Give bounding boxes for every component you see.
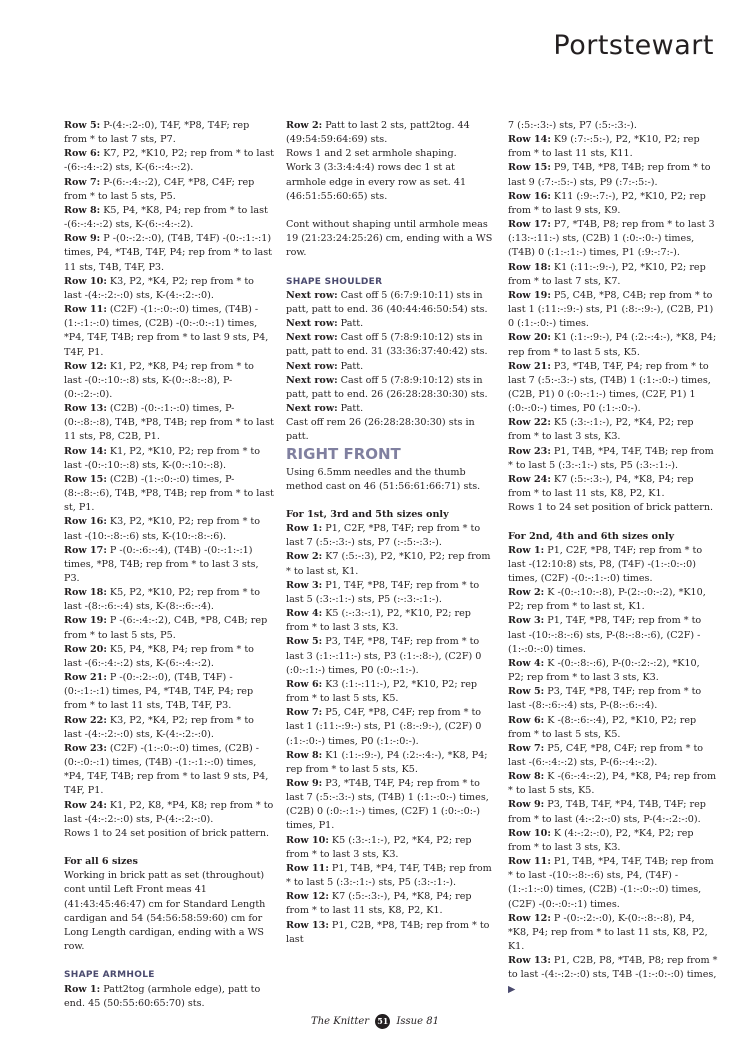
row-label: Row 4: — [508, 657, 545, 669]
row-instruction: P1, C2B, *P8, T4B; rep from * to last — [286, 919, 490, 945]
pattern-line — [64, 303, 274, 360]
row-instruction: P7, *T4B, P8; rep from * to last 3 (:13:-:11:-) sts, (C2B) 1 (:0:-:0:-) times, (T4B) 0 (:1:-:1:-) times, P1 (:9:-:7:-). — [508, 219, 715, 259]
row-label: Row 16: — [64, 516, 107, 528]
section-heading: SHAPE ARMHOLE — [64, 970, 155, 981]
pattern-line — [64, 983, 274, 1011]
row-instruction: K -(0:-:10:-:8), P-(2:-:0:-:2), *K10, P2; rep from * to last st, K1. — [508, 587, 706, 613]
row-label: Row 10: — [508, 827, 551, 839]
pattern-line — [64, 360, 274, 402]
row-label: Row 13: — [64, 403, 107, 415]
row-label: Row 11: — [64, 304, 107, 316]
row-instruction: K3 (:1:-:11:-), P2, *K10, P2; rep from * to last 5 sts, K5. — [286, 678, 478, 705]
pattern-line — [286, 777, 496, 834]
row-instruction: K1 (:1:-:9:-), P4 (:2:-:4:-), *K8, P4; rep from * to last 5 sts, K5. — [508, 332, 717, 358]
row-label: Row 6: — [508, 714, 545, 726]
row-instruction: K3, P2, *K10, P2; rep from * to last -(10:-:8:-:6) sts, K-(10:-:8:-:6). — [64, 516, 261, 542]
row-label: Row 15: — [508, 162, 551, 174]
pattern-line — [64, 742, 274, 799]
row-label: Row 16: — [508, 190, 551, 202]
pattern-line — [286, 749, 496, 777]
pattern-line — [508, 289, 718, 331]
row-label: Row 20: — [508, 332, 551, 344]
pattern-line — [64, 671, 274, 713]
pattern-line — [286, 508, 496, 522]
pattern-line — [508, 685, 718, 713]
row-instruction: K1 (:11:-:9:-), P2, *K10, P2; rep from * to last 7 sts, K7. — [508, 261, 706, 287]
row-instruction: P -(6:-:4:-:2), C4B, *P8, C4B; rep from * to last 5 sts, P5. — [64, 615, 268, 641]
row-instruction: Patt to last 2 sts, patt2tog. 44 (49:54:59:64:69) sts. — [286, 120, 470, 146]
pattern-line — [64, 714, 274, 742]
pattern-line — [64, 204, 274, 232]
row-label: Row 7: — [64, 176, 101, 188]
row-instruction: K1, P2, *K8, P4; rep from * to last -(0:-:10:-:8) sts, K-(0:-:8:-:8), P-(0:-:2:-:0). — [64, 360, 254, 400]
row-instruction: P5, C4F, *P8, C4F; rep from * to last -(6:-:4:-:2) sts, P-(6:-:4:-:2). — [508, 742, 704, 769]
row-instruction: P -(0:-:6:-:4), (T4B) -(0:-:1:-:1) times, *P8, T4B; rep from * to last 3 sts, P3. — [64, 544, 259, 584]
pattern-line — [286, 402, 496, 416]
row-label: Row 2: — [286, 551, 323, 563]
row-label: Row 4: — [286, 608, 323, 620]
row-label: Row 3: — [286, 579, 323, 591]
row-label: Row 12: — [64, 360, 107, 372]
row-instruction: P3, *T4B, T4F, P4; rep from * to last 7 (:5:-:3:-) sts, (T4B) 1 (:1:-:0:-) times, (C2B, P1) 0 (:0:-:1:-) times, (C2F, P1) 1 (:0:-:0:-) times, P0 (:1:-:0:-). — [508, 360, 711, 415]
pattern-line — [286, 862, 496, 890]
pattern-line — [508, 161, 718, 189]
pattern-line — [286, 890, 496, 918]
pattern-line — [508, 586, 718, 614]
row-label: Row 2: — [508, 587, 545, 599]
pattern-line — [64, 855, 274, 869]
pattern-line — [286, 550, 496, 578]
row-instruction: P -(0:-:2:-:0), (T4B, T4F) -(0:-:1:-:1) times, P4, *T4B, T4F, P4; rep from * to last 11 sts, T4B, T4F, P3. — [64, 233, 273, 273]
row-label: Row 18: — [508, 261, 551, 273]
row-instruction: (C2F) -(1:-:0:-:0) times, (T4B) -(1:-:1:-:0) times, (C2B) -(0:-:0:-:1) times, *P4, T4F, T4B; rep from * to last 9 sts, P4, T4F, P1. — [64, 304, 269, 358]
row-label: Next row: — [286, 318, 338, 330]
pattern-line — [64, 869, 274, 954]
row-label: Row 12: — [286, 891, 329, 903]
row-instruction: Cont without shaping until armhole meas 19 (21:23:24:25:26) cm, ending with a WS row. — [286, 219, 493, 259]
pattern-line — [508, 501, 718, 515]
row-instruction: P-(4:-:2-:0), T4F, *P8, T4F; rep from * to last 7 sts, P7. — [64, 120, 250, 146]
row-label: Row 18: — [64, 587, 107, 599]
pattern-line — [64, 402, 274, 444]
row-instruction: P3, T4F, *P8, T4F; rep from * to last -(8:-:6:-:4) sts, P-(8:-:6:-:4). — [508, 686, 702, 712]
row-label: Row 23: — [508, 445, 551, 457]
row-label: Row 9: — [508, 799, 545, 811]
pattern-line — [286, 317, 496, 331]
row-instruction: Patt. — [337, 360, 364, 372]
row-instruction: K -(8:-:6:-:4), P2, *K10, P2; rep from * to last 5 sts, K5. — [508, 714, 697, 740]
pattern-line — [508, 416, 718, 444]
row-label: For all 6 sizes — [64, 856, 138, 868]
pattern-line — [508, 530, 718, 544]
pattern-line — [508, 742, 718, 770]
row-label: Row 24: — [64, 799, 107, 811]
row-label: Row 22: — [64, 714, 107, 726]
pattern-line — [286, 635, 496, 677]
row-instruction: K5, P2, *K10, P2; rep from * to last -(8:-:6:-:4) sts, K-(8:-:6:-:4). — [64, 587, 261, 613]
row-instruction: P3, T4B, T4F, *P4, T4B, T4F; rep from * to last (4:-:2:-:0) sts, P-(4:-:2:-:0). — [508, 799, 706, 825]
row-label: Row 6: — [64, 148, 101, 160]
row-instruction: P9, T4B, *P8, T4B; rep from * to last 9 (:7:-:5:-) sts, P9 (:7:-:5:-). — [508, 162, 711, 188]
row-label: Row 10: — [286, 834, 329, 846]
pattern-line — [286, 416, 496, 444]
row-label: Row 14: — [508, 134, 551, 146]
pattern-line — [286, 331, 496, 359]
pattern-line — [508, 614, 718, 656]
row-instruction: K7 (:5:-:3), P2, *K10, P2; rep from * to last st, K1. — [286, 551, 491, 577]
pattern-line — [286, 522, 496, 550]
row-label: Row 19: — [64, 615, 107, 627]
magazine-name: The Knitter — [311, 1016, 370, 1027]
pattern-line — [508, 770, 718, 798]
row-label: Row 7: — [508, 742, 545, 754]
row-instruction: K11 (:9:-:7:-), P2, *K10, P2; rep from * to last 9 sts, K9. — [508, 190, 706, 216]
row-label: Next row: — [286, 289, 338, 301]
pattern-line — [508, 544, 718, 586]
row-instruction: P -(0:-:2:-:0), K-(0:-:8:-:8), P4, *K8, P4; rep from * to last 11 sts, K8, P2, K1. — [508, 912, 708, 953]
row-label: Row 8: — [64, 204, 101, 216]
row-label: Row 8: — [286, 749, 323, 761]
row-label: Row 8: — [508, 771, 545, 783]
pattern-line — [286, 706, 496, 748]
row-label: For 1st, 3rd and 5th sizes only — [286, 509, 449, 521]
row-label: Row 20: — [64, 643, 107, 655]
row-label: Row 1: — [64, 983, 101, 995]
row-label: Row 21: — [508, 360, 551, 372]
pattern-line — [286, 579, 496, 607]
row-label: Row 23: — [64, 742, 107, 754]
row-instruction: K7 (:5:-:3:-), P4, *K8, P4; rep from * to last 11 sts, K8, P2, K1. — [508, 473, 694, 500]
row-label: Row 24: — [508, 473, 551, 485]
row-instruction: Patt. — [337, 403, 364, 415]
pattern-line — [286, 161, 496, 203]
row-instruction: Cast off 5 (7:8:9:10:12) sts in patt, patt to end. 31 (33:36:37:40:42) sts. — [286, 332, 488, 358]
pattern-line — [508, 827, 718, 855]
pattern-line — [508, 133, 718, 161]
pattern-line — [508, 798, 718, 826]
row-instruction: K5 (:3:-:1:-), P2, *K4, P2; rep from * to last 3 sts, K3. — [286, 834, 472, 860]
row-instruction: Rows 1 to 24 set position of brick pattern. — [64, 827, 270, 839]
row-instruction: K7 (:5:-:3:-), P4, *K8, P4; rep from * to last 11 sts, K8, P2, K1. — [286, 891, 472, 917]
pattern-line — [64, 544, 274, 586]
paragraph-gap — [64, 841, 274, 855]
pattern-line — [64, 147, 274, 175]
pattern-line — [64, 586, 274, 614]
row-instruction: Working in brick patt as set (throughout) cont until Left Front meas 41 (41:43:45:46:47) cm for Standard Length cardigan and 54 (54:56:58:59:60) cm for Long Length cardigan, ending with a WS row. — [64, 870, 266, 953]
row-instruction: P-(6:-:4:-:2), C4F, *P8, C4F; rep from * to last 5 sts, P5. — [64, 176, 255, 202]
row-label: Row 13: — [286, 919, 329, 931]
row-instruction: P1, T4F, *P8, T4F; rep from * to last -(10:-:8:-:6) sts, P-(8:-:8:-:6), (C2F) -(1:-:0:-:0) times. — [508, 615, 702, 655]
row-label: Row 2: — [286, 120, 323, 131]
row-instruction: Using 6.5mm needles and the thumb method cast on 46 (51:56:61:66:71) sts. — [286, 466, 481, 492]
pattern-line — [508, 190, 718, 218]
row-instruction: (C2F) -(1:-:0:-:0) times, (C2B) -(0:-:0:-:1) times, (T4B) -(1:-:1:-:0) times, *P4, T4F, T4B; rep from * to last 9 sts, P4, T4F, P1. — [64, 742, 269, 797]
row-instruction: Cast off 5 (6:7:9:10:11) sts in patt, patt to end. 36 (40:44:46:50:54) sts. — [286, 289, 488, 315]
row-label: Next row: — [286, 374, 338, 386]
pattern-column-1 — [64, 119, 274, 1011]
pattern-line — [508, 954, 718, 996]
pattern-line — [64, 614, 274, 642]
pattern-line — [286, 834, 496, 862]
row-label: Row 5: — [508, 686, 545, 698]
row-instruction: Cast off rem 26 (26:28:28:30:30) sts in patt. — [286, 417, 475, 443]
row-label: Row 5: — [64, 120, 101, 131]
row-instruction: K -(6:-:4:-:2), P4, *K8, P4; rep from * to last 5 sts, K5. — [508, 771, 717, 797]
row-instruction: P1, C2F, *P8, T4F; rep from * to last 7 (:5:-:3:-) sts, P7 (:-:5:-:3:-). — [286, 523, 481, 549]
pattern-line — [286, 218, 496, 260]
row-label: Row 6: — [286, 678, 323, 690]
pattern-line — [286, 678, 496, 706]
pattern-line — [64, 473, 274, 515]
row-label: Row 17: — [508, 219, 551, 231]
row-instruction: 7 (:5:-:3:-) sts, P7 (:5:-:3:-). — [508, 120, 637, 131]
pattern-line — [64, 643, 274, 671]
row-instruction: Rows 1 to 24 set position of brick pattern. — [508, 502, 714, 514]
row-instruction: Cast off 5 (7:8:9:10:12) sts in patt, patt to end. 26 (26:28:28:30:30) sts. — [286, 374, 488, 400]
pattern-line — [508, 445, 718, 473]
row-label: Next row: — [286, 403, 338, 415]
paragraph-gap — [286, 494, 496, 508]
row-label: Row 12: — [508, 912, 551, 924]
pattern-line — [508, 714, 718, 742]
row-label: Row 5: — [286, 636, 323, 648]
row-instruction: K1 (:1:-:9:-), P4 (:2:-:4:-), *K8, P4; rep from * to last 5 sts, K5. — [286, 749, 488, 775]
row-instruction: K5, P4, *K8, P4; rep from * to last -(6:-:4:-:2) sts, K-(6:-:4:-:2). — [64, 643, 254, 669]
row-instruction: Work 3 (3:3:4:4:4) rows dec 1 st at armhole edge in every row as set. 41 (46:51:55:60:65) sts. — [286, 162, 467, 202]
paragraph-gap — [286, 261, 496, 275]
page-title: Portstewart — [553, 30, 714, 61]
pattern-line — [508, 261, 718, 289]
pattern-line — [508, 119, 718, 133]
row-label: Next row: — [286, 360, 338, 372]
pattern-line — [64, 799, 274, 827]
row-instruction: K1, P2, *K10, P2; rep from * to last -(0:-:10:-:8) sts, K-(0:-:10:-:8). — [64, 445, 261, 471]
row-label: Row 14: — [64, 445, 107, 457]
row-instruction: K3, P2, *K4, P2; rep from * to last -(4:-:2:-:0) sts, K-(4:-:2:-:0). — [64, 275, 254, 301]
row-label: Row 10: — [64, 275, 107, 287]
row-label: Row 1: — [508, 544, 545, 556]
row-label: For 2nd, 4th and 6th sizes only — [508, 530, 675, 542]
pattern-line — [286, 919, 496, 947]
row-instruction: P3, *T4B, T4F, P4; rep from * to last 7 (:5:-:3:-) sts, (T4B) 1 (:1:-:0:-) times, (C2B) 0 (:0:-:1:-) times, (C2F) 1 (:0:-:0:-) times, P1. — [286, 777, 489, 832]
row-instruction: P1, C2F, *P8, T4F; rep from * to last -(12:10:8) sts, P8, (T4F) -(1:-:0:-:0) times, (C2F) -(0:-:1:-:0) times. — [508, 544, 703, 584]
row-label: Row 19: — [508, 289, 551, 301]
row-instruction: K7, P2, *K10, P2; rep from * to last -(6:-:4:-:2) sts, K-(6:-:4:-:2). — [64, 148, 274, 174]
issue-number: Issue 81 — [396, 1016, 439, 1027]
pattern-line — [286, 466, 496, 494]
paragraph-gap — [64, 954, 274, 968]
pattern-line — [508, 331, 718, 359]
paragraph-gap — [508, 515, 718, 529]
pattern-column-2 — [286, 119, 496, 947]
pattern-column-3 — [508, 119, 718, 997]
pattern-line — [508, 218, 718, 260]
row-label: Row 13: — [508, 955, 551, 967]
row-instruction: P1, T4B, *P4, T4F, T4B; rep from * to last -(10:-:8:-:6) sts, P4, (T4F) -(1:-:1:-:0) times, (C2B) -(1:-:0:-:0) times, (C2F) -(0:-:0:-:1) times. — [508, 856, 714, 910]
continue-arrow-icon: ▶ — [508, 983, 516, 995]
row-instruction: K (4:-:2:-:0), P2, *K4, P2; rep from * to last 3 sts, K3. — [508, 827, 694, 853]
row-instruction: P -(0:-:2:-:0), (T4B, T4F) -(0:-:1:-:1) times, P4, *T4B, T4F, P4; rep from * to last 11 sts, T4B, T4F, P3. — [64, 672, 254, 712]
pattern-line — [286, 119, 496, 147]
pattern-line — [508, 360, 718, 417]
row-instruction: P1, T4B, *P4, T4F, T4B; rep from * to last 5 (:3:-:1:-) sts, P5 (:3:-:1:-). — [508, 445, 714, 471]
pattern-line — [286, 360, 496, 374]
row-instruction: K1, P2, K8, *P4, K8; rep from * to last -(4:-:2:-:0) sts, P-(4:-:2:-:0). — [64, 799, 274, 825]
row-instruction: K5, P4, *K8, P4; rep from * to last -(6:-:4:-:2) sts, K-(6:-:4:-:2). — [64, 204, 268, 231]
row-instruction: Rows 1 and 2 set armhole shaping. — [286, 148, 457, 160]
section-heading: SHAPE SHOULDER — [286, 276, 383, 287]
pattern-line — [286, 289, 496, 317]
page-footer — [0, 1014, 750, 1029]
row-label: Row 22: — [508, 417, 551, 429]
row-instruction: K9 (:7:-:5:-), P2, *K10, P2; rep from * to last 11 sts, K11. — [508, 134, 700, 160]
row-label: Row 1: — [286, 523, 323, 535]
row-label: Row 11: — [286, 862, 329, 874]
row-label: Row 11: — [508, 856, 551, 868]
pattern-line — [64, 445, 274, 473]
row-instruction: P1, C2B, P8, *T4B, P8; rep from * to last -(4:-:2:-:0) sts, T4B -(1:-:0:-:0) times, — [508, 955, 718, 981]
pattern-line — [64, 232, 274, 274]
pattern-line — [508, 657, 718, 685]
page-number: 51 — [375, 1014, 390, 1029]
row-instruction: K5 (:3:-:1:-), P2, *K4, P2; rep from * to last 3 sts, K3. — [508, 417, 694, 443]
row-instruction: K3, P2, *K4, P2; rep from * to last -(4:-:2:-:0) sts, K-(4:-:2:-:0). — [64, 714, 254, 740]
pattern-line — [64, 119, 274, 147]
row-instruction: (C2B) -(0:-:1:-:0) times, P-(0:-:8:-:8), T4B, *P8, T4B; rep from * to last 11 sts, P8, C2B, P1. — [64, 403, 274, 443]
row-instruction: K -(0:-:8:-:6), P-(0:-:2:-:2), *K10, P2; rep from * to last 3 sts, K3. — [508, 657, 700, 684]
row-instruction: P5, C4F, *P8, C4F; rep from * to last 1 (:11:-:9:-) sts, P1 (:8:-:9:-), (C2F) 0 (:1:-:0:-) times, P0 (:1:-:0:-). — [286, 707, 482, 747]
row-label: Row 15: — [64, 473, 107, 485]
row-label: Row 7: — [286, 707, 323, 719]
row-label: Next row: — [286, 332, 338, 344]
row-instruction: P1, T4B, *P4, T4F, T4B; rep from * to last 5 (:3:-:1:-) sts, P5 (:3:-:1:-). — [286, 862, 492, 889]
row-label: Row 9: — [64, 233, 101, 245]
pattern-line — [64, 275, 274, 303]
row-label: Row 17: — [64, 544, 107, 556]
row-label: Row 9: — [286, 777, 323, 789]
section-title: RIGHT FRONT — [286, 444, 401, 463]
row-label: Row 21: — [64, 672, 107, 684]
row-instruction: P3, T4F, *P8, T4F; rep from * to last 3 (:1:-:11:-) sts, P3 (:1:-:8:-), (C2F) 0 (:0:-:1:-) times, P0 (:0:-:1:-). — [286, 636, 482, 676]
row-instruction: K5 (:-:3:-:1), P2, *K10, P2; rep from * to last 3 sts, K3. — [286, 608, 471, 634]
pattern-line — [64, 827, 274, 841]
pattern-line — [508, 855, 718, 912]
row-instruction: P1, T4F, *P8, T4F; rep from * to last 5 (:3:-:1:-) sts, P5 (:-:3:-:1:-). — [286, 579, 480, 605]
pattern-line — [286, 607, 496, 635]
pattern-line — [508, 912, 718, 954]
row-label: Row 3: — [508, 615, 545, 627]
row-instruction: Patt. — [337, 318, 364, 330]
pattern-line — [286, 374, 496, 402]
row-instruction: P5, C4B, *P8, C4B; rep from * to last 1 (:11:-:9:-) sts, P1 (:8:-:9:-), (C2B, P1) 0 (:1:-:0:-) times. — [508, 289, 714, 330]
row-instruction: (C2B) -(1:-:0:-:0) times, P-(8:-:8:-:6), T4B, *P8, T4B; rep from * to last st, P1. — [64, 473, 274, 514]
pattern-line — [286, 147, 496, 161]
paragraph-gap — [286, 204, 496, 218]
pattern-line — [64, 515, 274, 543]
pattern-line — [64, 176, 274, 204]
row-instruction: Patt2tog (armhole edge), patt to end. 45 (50:55:60:65:70) sts. — [64, 983, 261, 1009]
pattern-line — [508, 473, 718, 501]
